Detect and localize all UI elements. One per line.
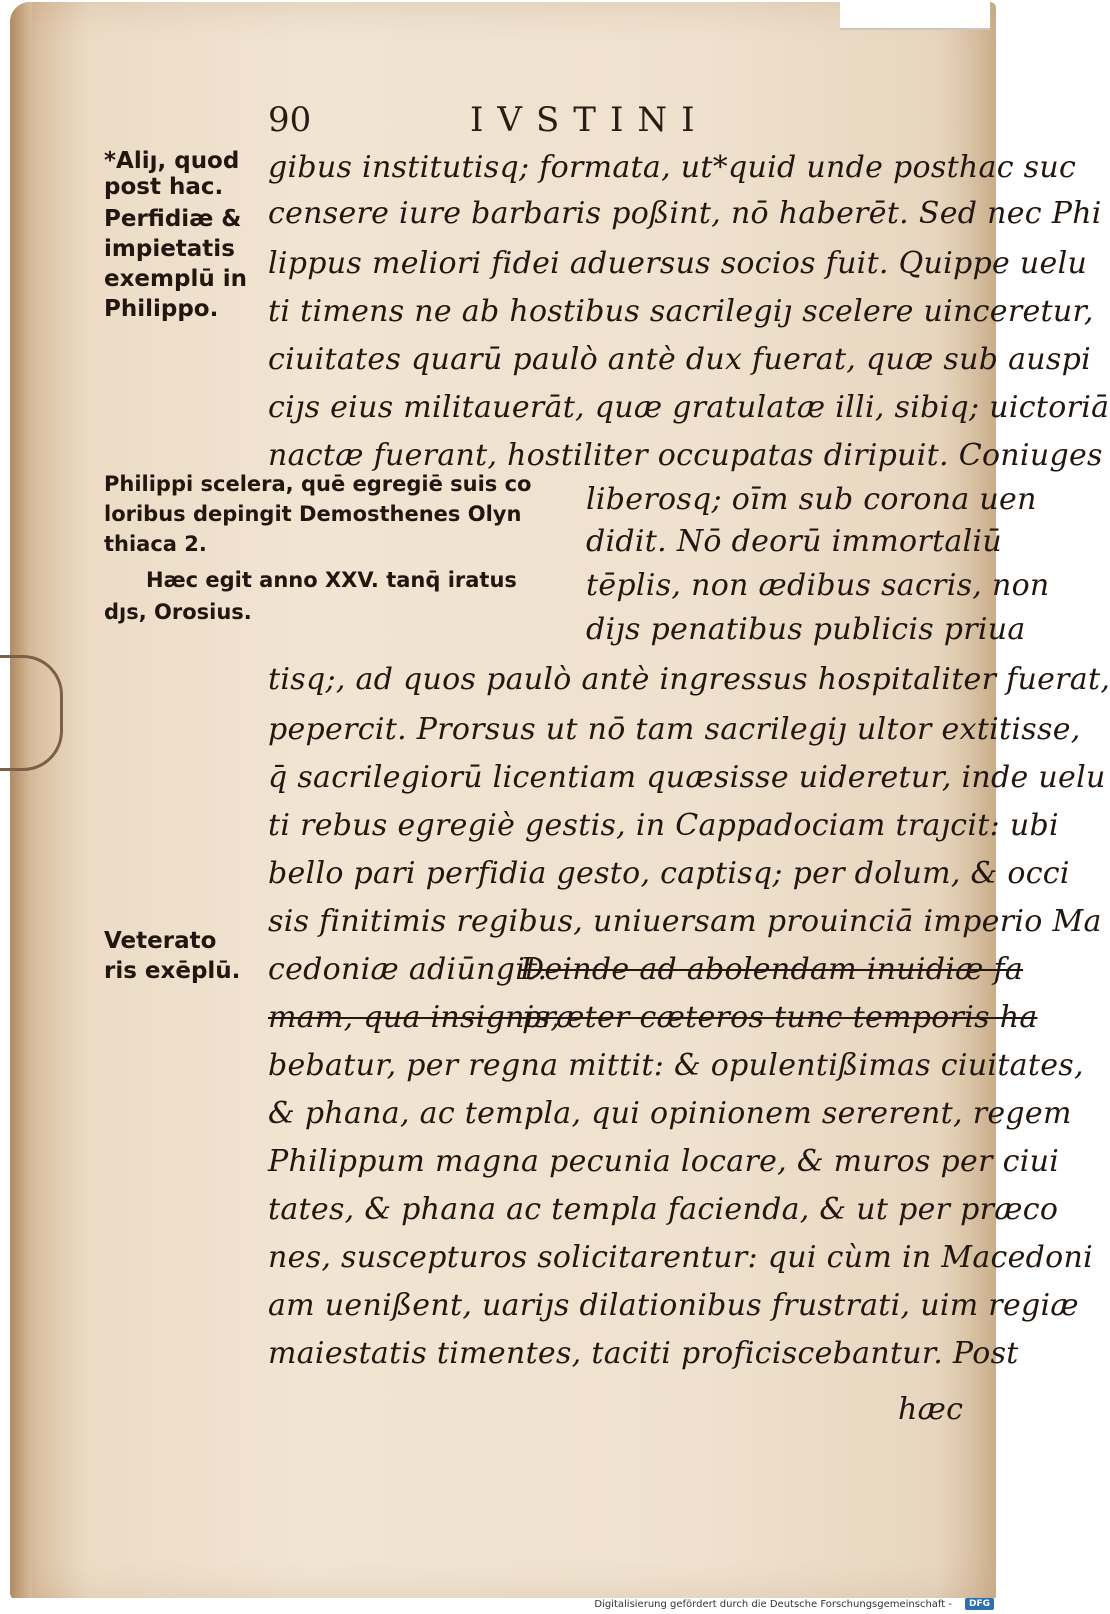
bookmark-ribbon	[0, 655, 63, 771]
body-line: ciuitates quarū paulò antè dux fuerat, quæ sub auspi	[268, 342, 1091, 377]
side-note-line: Perfidiæ &	[104, 206, 242, 232]
side-note-line: loribus depingit Demosthenes Olyn	[104, 502, 522, 526]
body-line: didit. Nō deorū immortaliū	[586, 524, 1002, 559]
body-line: nactæ fuerant, hostiliter occupatas diripuit. Coniuges	[268, 438, 1103, 473]
body-line: liberosq; oīm sub corona uen	[586, 482, 1037, 517]
running-head: IVSTINI	[470, 100, 709, 140]
side-note-line: Veterato	[104, 928, 217, 954]
side-note-line: Philippo.	[104, 296, 219, 322]
side-note-line: Philippi scelera, quē egregiē suis co	[104, 472, 532, 496]
side-note-line: thiaca 2.	[104, 532, 207, 556]
body-line: nes, suscepturos solicitarentur: qui cùm in Macedoni	[268, 1240, 1094, 1275]
body-line: & phana, ac templa, qui opinionem sererent, regem	[268, 1096, 1072, 1131]
body-line: pepercit. Prorsus ut nō tam sacrilegiȷ ultor extitisse,	[268, 712, 1081, 747]
body-line: tēplis, non ædibus sacris, non	[586, 568, 1050, 603]
side-note-line: post hac.	[104, 174, 224, 200]
body-line: am uenißent, uariȷs dilationibus frustrati, uim regiæ	[268, 1288, 1079, 1323]
body-line: tisq;, ad quos paulò antè ingressus hospitaliter fuerat,	[268, 662, 1110, 697]
side-note-line: impietatis	[104, 236, 235, 262]
body-line: q̄ sacrilegiorū licentiam quæsisse uideretur, inde uelu	[268, 760, 1106, 795]
struck-text: Deinde ad abolendam inuidiæ fa	[520, 952, 1024, 987]
body-line: censere iure barbaris poßint, nō haberēt. Sed nec Phi	[268, 196, 1102, 231]
dfg-logo: DFG	[965, 1598, 994, 1610]
body-line: cedoniæ adiūngit.	[268, 952, 548, 987]
body-line: gibus institutisq; formata, ut*quid unde posthac suc	[268, 150, 1077, 185]
body-line: diȷs penatibus publicis priua	[586, 612, 1026, 647]
body-line: maiestatis timentes, taciti proficiscebantur. Post	[268, 1336, 1019, 1371]
side-note-line: *Aliȷ, quod	[104, 148, 240, 174]
body-line: bello pari perfidia gesto, captisq; per dolum, & occi	[268, 856, 1070, 891]
struck-text: mam, qua insignis,	[268, 1000, 561, 1035]
catchword: hæc	[898, 1392, 964, 1427]
struck-text: præter cæteros tunc temporis ha	[522, 1000, 1038, 1035]
top-paper-scrap	[840, 0, 990, 30]
side-note-line: ris exēplū.	[104, 958, 241, 984]
page-header	[0, 100, 1000, 144]
body-line: tates, & phana ac templa facienda, & ut per præco	[268, 1192, 1059, 1227]
side-note-line: dȷs, Orosius.	[104, 600, 252, 624]
side-note-line: exemplū in	[104, 266, 247, 292]
body-line: ciȷs eius militauerāt, quæ gratulatæ illi, sibiq; uictoriā	[268, 390, 1110, 425]
body-line: ti timens ne ab hostibus sacrilegiȷ scelere uinceretur,	[268, 294, 1094, 329]
body-line: ti rebus egregiè gestis, in Cappadociam traȷcit: ubi	[268, 808, 1059, 843]
body-line: bebatur, per regna mittit: & opulentißimas ciuitates,	[268, 1048, 1084, 1083]
page-edge	[10, 2, 32, 1602]
body-line: sis finitimis regibus, uniuersam prouinciā imperio Ma	[268, 904, 1102, 939]
footer-credit: Digitalisierung gefördert durch die Deutsche Forschungsgemeinschaft -	[594, 1599, 952, 1610]
body-line: lippus meliori fidei aduersus socios fuit. Quippe uelu	[268, 246, 1088, 281]
page-number: 90	[268, 100, 312, 140]
body-line: Philippum magna pecunia locare, & muros per ciui	[268, 1144, 1060, 1179]
side-note-line: Hæc egit anno XXV. tanq̄ iratus	[146, 568, 517, 592]
